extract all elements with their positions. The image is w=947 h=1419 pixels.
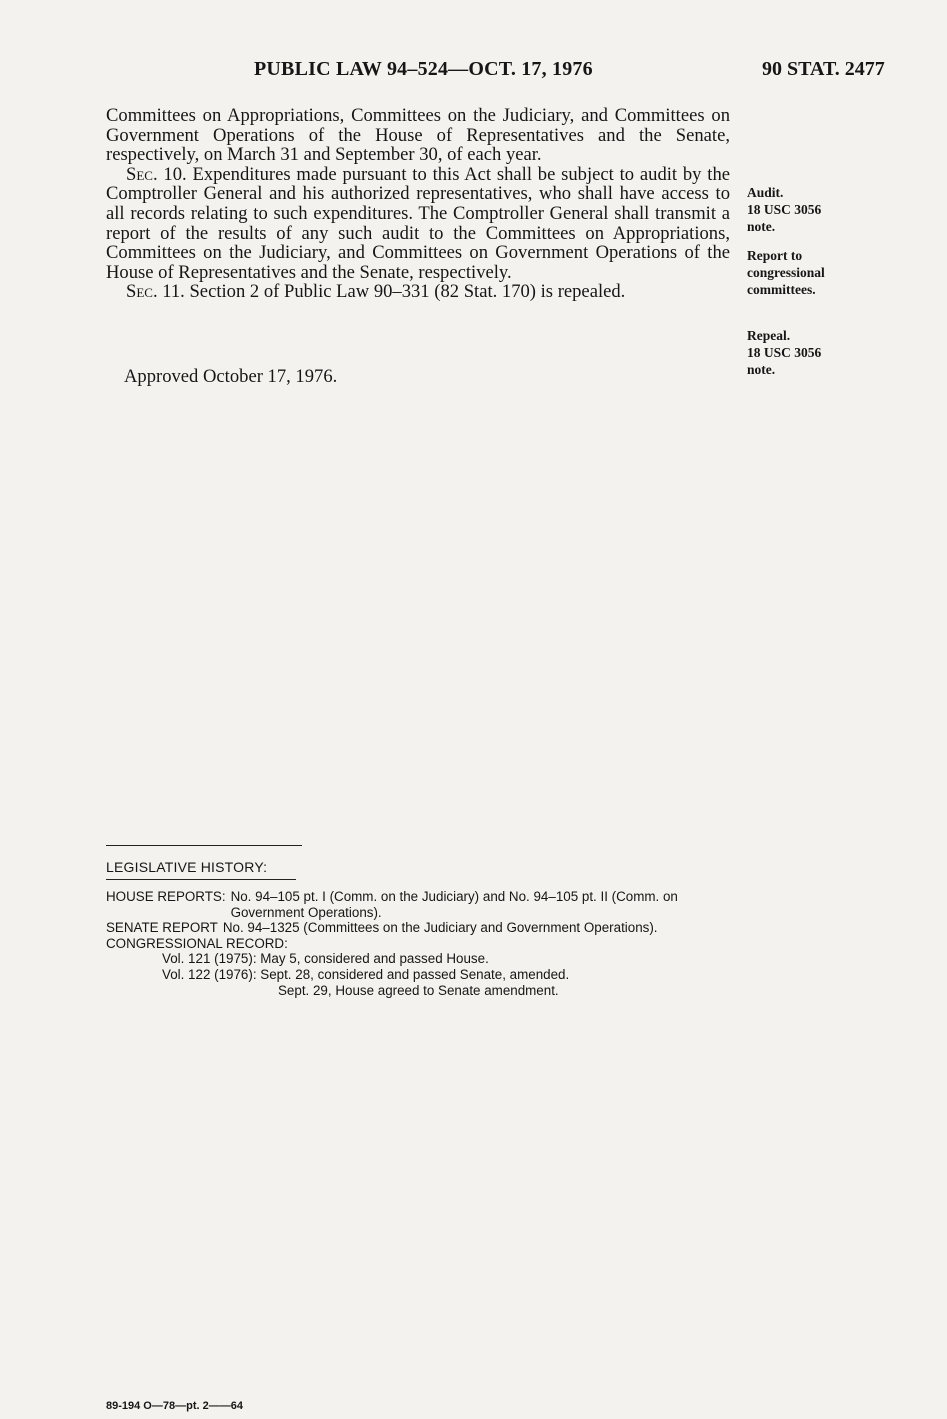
section-11 (106, 282, 730, 302)
section-11-text: Section 2 of Public Law 90–331 (82 Stat. 170) is repealed. (189, 281, 626, 303)
page-header-law: PUBLIC LAW 94–524—OCT. 17, 1976 (254, 58, 593, 80)
margin-note-line: congressional (747, 265, 825, 280)
section-10 (106, 165, 730, 283)
record-vol-122-sub: Sept. 29, House agreed to Senate amendment. (278, 982, 559, 998)
margin-note-line: note. (747, 219, 776, 234)
margin-note-line: Repeal. (747, 328, 791, 343)
law-body (106, 106, 730, 302)
margin-note-line: committees. (747, 282, 816, 297)
legislative-history-title: LEGISLATIVE HISTORY: (106, 859, 268, 875)
record-vol-122: Vol. 122 (1976): Sept. 28, considered and passed Senate, amended. (162, 966, 570, 982)
house-reports-text: No. 94–105 pt. I (Comm. on the Judiciary) and No. 94–105 pt. II (Comm. on Government Operations). (230, 889, 678, 920)
section-divider (106, 845, 302, 846)
margin-note-line: note. (747, 362, 776, 377)
margin-note-line: Audit. (747, 185, 784, 200)
margin-note-report (747, 247, 867, 298)
section-10-text: Expenditures made pursuant to this Act shall be subject to audit by the Comptroller General and his authorized representatives, who shall have access to all records relating to such expenditures. The Comptroller General shall transmit a report of the results of any such audit to the Committees on Appropriations, Committees on the Judiciary, and Committees on Government Operations of the House of Representatives and the Senate, respectively. (106, 163, 730, 283)
page-header-stat: 90 STAT. 2477 (762, 58, 885, 80)
print-footer: 89-194 O—78—pt. 2——64 (106, 1400, 243, 1412)
approval-date: Approved October 17, 1976. (124, 366, 338, 387)
legislative-history (106, 889, 726, 998)
section-10-label: Sec. 10. (126, 163, 187, 185)
margin-note-audit (747, 184, 867, 235)
house-reports-label: HOUSE REPORTS: (106, 889, 226, 904)
senate-report-label: SENATE REPORT (106, 920, 218, 936)
margin-note-line: 18 USC 3056 (747, 345, 822, 360)
margin-note-line: 18 USC 3056 (747, 202, 822, 217)
margin-note-repeal (747, 327, 867, 378)
congressional-record-label: CONGRESSIONAL RECORD: (106, 935, 288, 951)
house-reports-entry (106, 889, 726, 920)
senate-report-text: No. 94–1325 (Committees on the Judiciary and Government Operations). (222, 920, 658, 936)
senate-report-entry (106, 920, 726, 936)
section-11-label: Sec. 11. (126, 281, 185, 303)
record-vol-121: Vol. 121 (1975): May 5, considered and passed House. (162, 951, 489, 967)
title-underline (106, 879, 296, 880)
paragraph-committees: Committees on Appropriations, Committees on the Judiciary, and Committees on Government Operations of the House of Representatives and the Senate, respectively, on March 31 and September 30, of each year. (106, 105, 730, 166)
margin-note-line: Report to (747, 248, 803, 263)
